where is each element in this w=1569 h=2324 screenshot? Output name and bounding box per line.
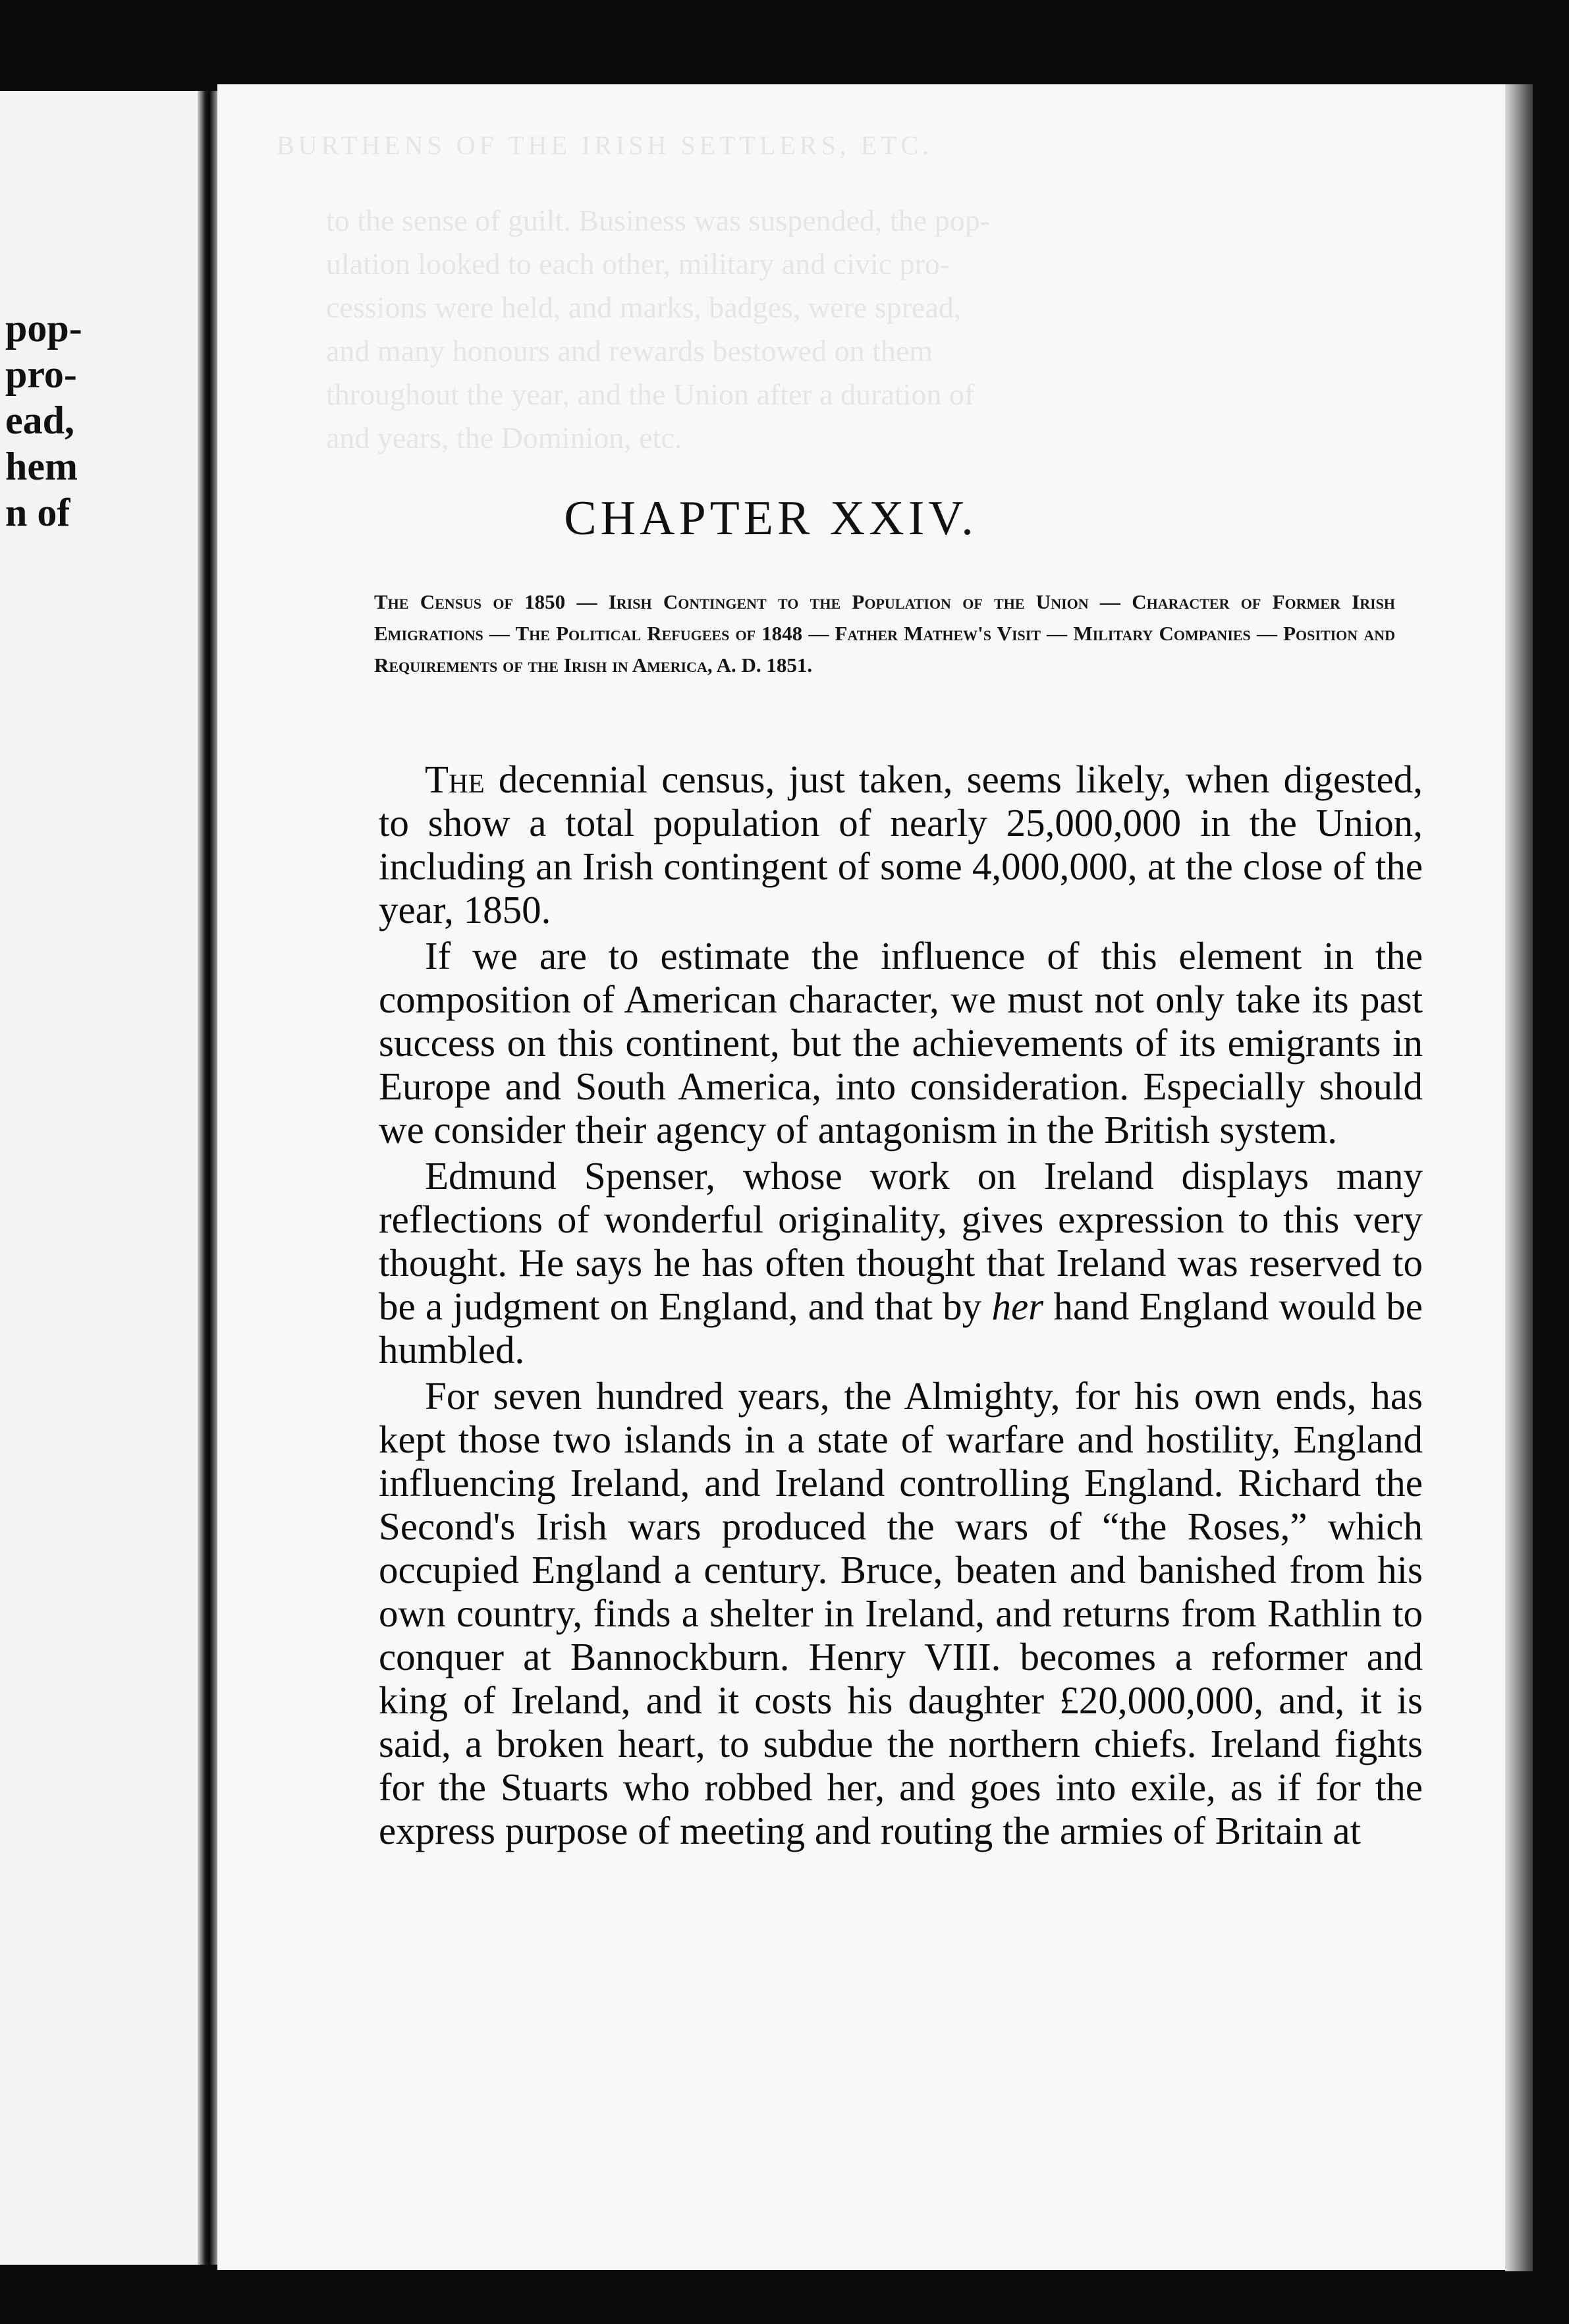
paragraph-text: Edmund Spenser, whose work on Ireland displays many reflections of wonderful originality, gives expression to this very thought. He says he has often thought that Ireland was reserved to be a judgment on England, and that by [379,1154,1423,1328]
paragraph [379,758,1423,931]
bleed-line: and many honours and rewards bestowed on them [326,334,933,368]
book-gutter [198,91,217,2265]
paragraph-text: decennial census, just taken, seems likely, when digested, to show a total population of nearly 25,000,000 in the Union, including an Irish contingent of some 4,000,000, at the close of the year, 1850. [379,758,1423,931]
bleed-through-text [326,199,990,460]
bleed-line: to the sense of guilt. Business was suspended, the pop- [326,204,991,237]
left-fragment: ead, [5,399,74,442]
left-fragment: n of [5,491,70,534]
bleed-line: throughout the year, and the Union after a duration of [326,377,975,411]
bleed-line: and years, the Dominion, etc. [326,421,682,455]
bleed-through-header: BURTHENS OF THE IRISH SETTLERS, ETC. [277,130,933,160]
emphasis: her [991,1285,1044,1328]
paragraph: If we are to estimate the influence of this element in the composition of American character, we must not only take its past success on this continent, but the achievements of its emigrants in Europe and South America, into consideration. Especially should we consider their agency of antagonism in the British system. [379,934,1423,1151]
page-right-edge [1505,84,1533,2271]
paragraph-text: hand England would be humbled. [379,1285,1423,1371]
paragraph-first-word: The [425,758,485,801]
left-facing-page [0,91,198,2265]
left-fragment: pop- [5,306,82,350]
chapter-title: CHAPTER XXIV. [564,491,977,545]
paragraph: For seven hundred years, the Almighty, for his own ends, has kept those two islands in a state of warfare and hostility, England influencing Ireland, and Ireland controlling England. Richard the Second's Irish wars produced the wars of “the Roses,” which occupied England a century. Bruce, beaten and banished from his own country, finds a shelter in Ireland, and returns from Rathlin to conquer at Bannockburn. Henry VIII. becomes a reformer and king of Ireland, and it costs his daughter £20,000,000, and, it is said, a broken heart, to subdue the northern chiefs. Ireland fights for the Stuarts who robbed her, and goes into exile, as if for the express purpose of meeting and routing the armies of Britain at [379,1374,1423,1852]
left-fragment: pro- [5,352,77,396]
bleed-line: ulation looked to each other, military and civic pro- [326,247,950,281]
chapter-summary: The Census of 1850 — Irish Contingent to the Population of the Union — Character of Former Irish Emigrations — The Political Refugees of 1848 — Father Mathew's Visit — Military Companies — Position and Requirements of the Irish in America, A. D. 1851. [374,590,1395,677]
body-text [379,758,1423,1855]
paragraph [379,1154,1423,1371]
left-fragment: hem [5,445,78,488]
bleed-line: cessions were held, and marks, badges, were spread, [326,290,962,324]
